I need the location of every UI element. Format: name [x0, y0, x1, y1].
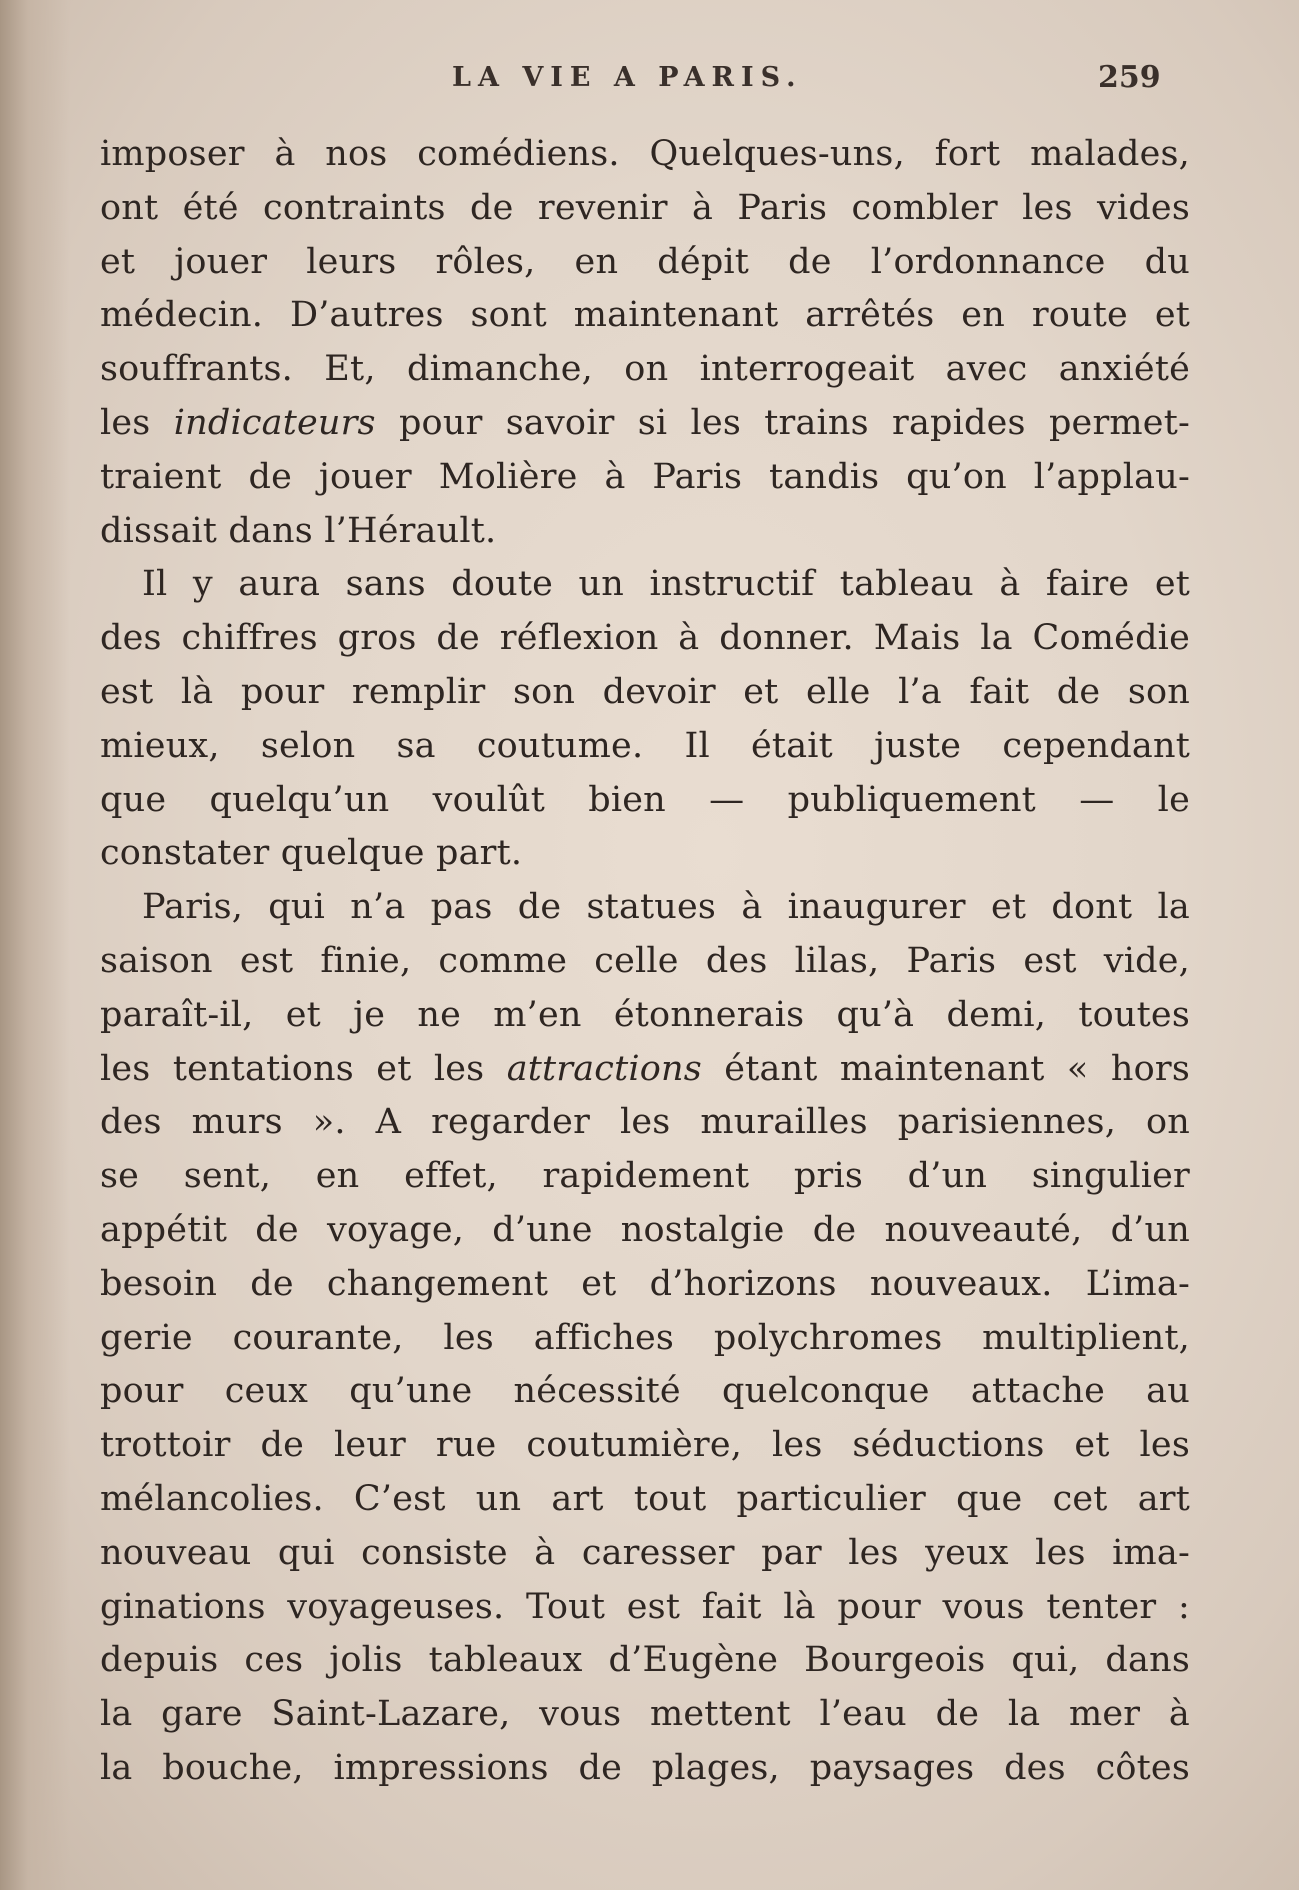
text-line: besoin de changement et d’horizons nouveaux. L’ima- [100, 1263, 1190, 1304]
italic-word: attractions [506, 1048, 702, 1089]
text-line: traient de jouer Molière à Paris tandis qu’on l’applau- [100, 456, 1190, 497]
text-line: Paris, qui n’a pas de statues à inaugurer et dont la [142, 887, 1190, 928]
text-line: la bouche, impressions de plages, paysages des côtes [100, 1747, 1190, 1788]
text-line: imposer à nos comédiens. Quelques-uns, fort malades, [100, 134, 1190, 174]
text-line: médecin. D’autres sont maintenant arrêtés en route et [100, 295, 1190, 336]
text-line: paraît-il, et je ne m’en étonnerais qu’à demi, toutes [100, 994, 1190, 1035]
running-title: LA VIE A PARIS. [452, 62, 803, 93]
text-line: mélancolies. C’est un art tout particulier que cet art [100, 1478, 1190, 1519]
text-line: constater quelque part. [100, 833, 523, 874]
text-line: que quelqu’un voulût bien — publiquement — le [100, 779, 1190, 820]
text-span: pour savoir si les trains rapides permet- [375, 402, 1190, 443]
italic-word: indicateurs [173, 402, 376, 443]
text-line: dissait dans l’Hérault. [100, 510, 497, 551]
text-span: les [100, 402, 174, 443]
text-line: saison est finie, comme celle des lilas, Paris est vide, [100, 940, 1190, 981]
text-line: et jouer leurs rôles, en dépit de l’ordonnance du [100, 241, 1190, 282]
text-span: les tentations et les [100, 1048, 507, 1089]
text-line: souffrants. Et, dimanche, on interrogeait avec anxiété [100, 349, 1190, 390]
text-line: la gare Saint-Lazare, vous mettent l’eau de la mer à [100, 1694, 1190, 1735]
text-line: se sent, en effet, rapidement pris d’un singulier [100, 1156, 1190, 1197]
text-line: ont été contraints de revenir à Paris combler les vides [100, 187, 1190, 228]
text-line: trottoir de leur rue coutumière, les séductions et les [100, 1425, 1190, 1466]
text-line: des murs ». A regarder les murailles parisiennes, on [100, 1102, 1190, 1143]
text-line: mieux, selon sa coutume. Il était juste cependant [100, 725, 1190, 766]
text-line [100, 1043, 1190, 1097]
text-line [100, 397, 1190, 451]
body-text [100, 128, 1190, 1796]
text-line: nouveau qui consiste à caresser par les yeux les ima- [100, 1532, 1190, 1573]
running-head [0, 62, 1299, 102]
text-line: appétit de voyage, d’une nostalgie de nouveauté, d’un [100, 1209, 1190, 1250]
page-number: 259 [1098, 60, 1161, 95]
text-line: Il y aura sans doute un instructif tableau à faire et [142, 564, 1190, 605]
text-span: étant maintenant « hors [701, 1048, 1190, 1089]
text-line: est là pour remplir son devoir et elle l’a fait de son [100, 671, 1190, 712]
text-line: des chiffres gros de réflexion à donner. Mais la Comédie [100, 618, 1190, 659]
text-line: ginations voyageuses. Tout est fait là pour vous tenter : [100, 1586, 1190, 1627]
text-line: depuis ces jolis tableaux d’Eugène Bourgeois qui, dans [100, 1640, 1190, 1681]
text-line: gerie courante, les affiches polychromes multiplient, [100, 1317, 1190, 1358]
text-line: pour ceux qu’une nécessité quelconque attache au [100, 1371, 1190, 1412]
